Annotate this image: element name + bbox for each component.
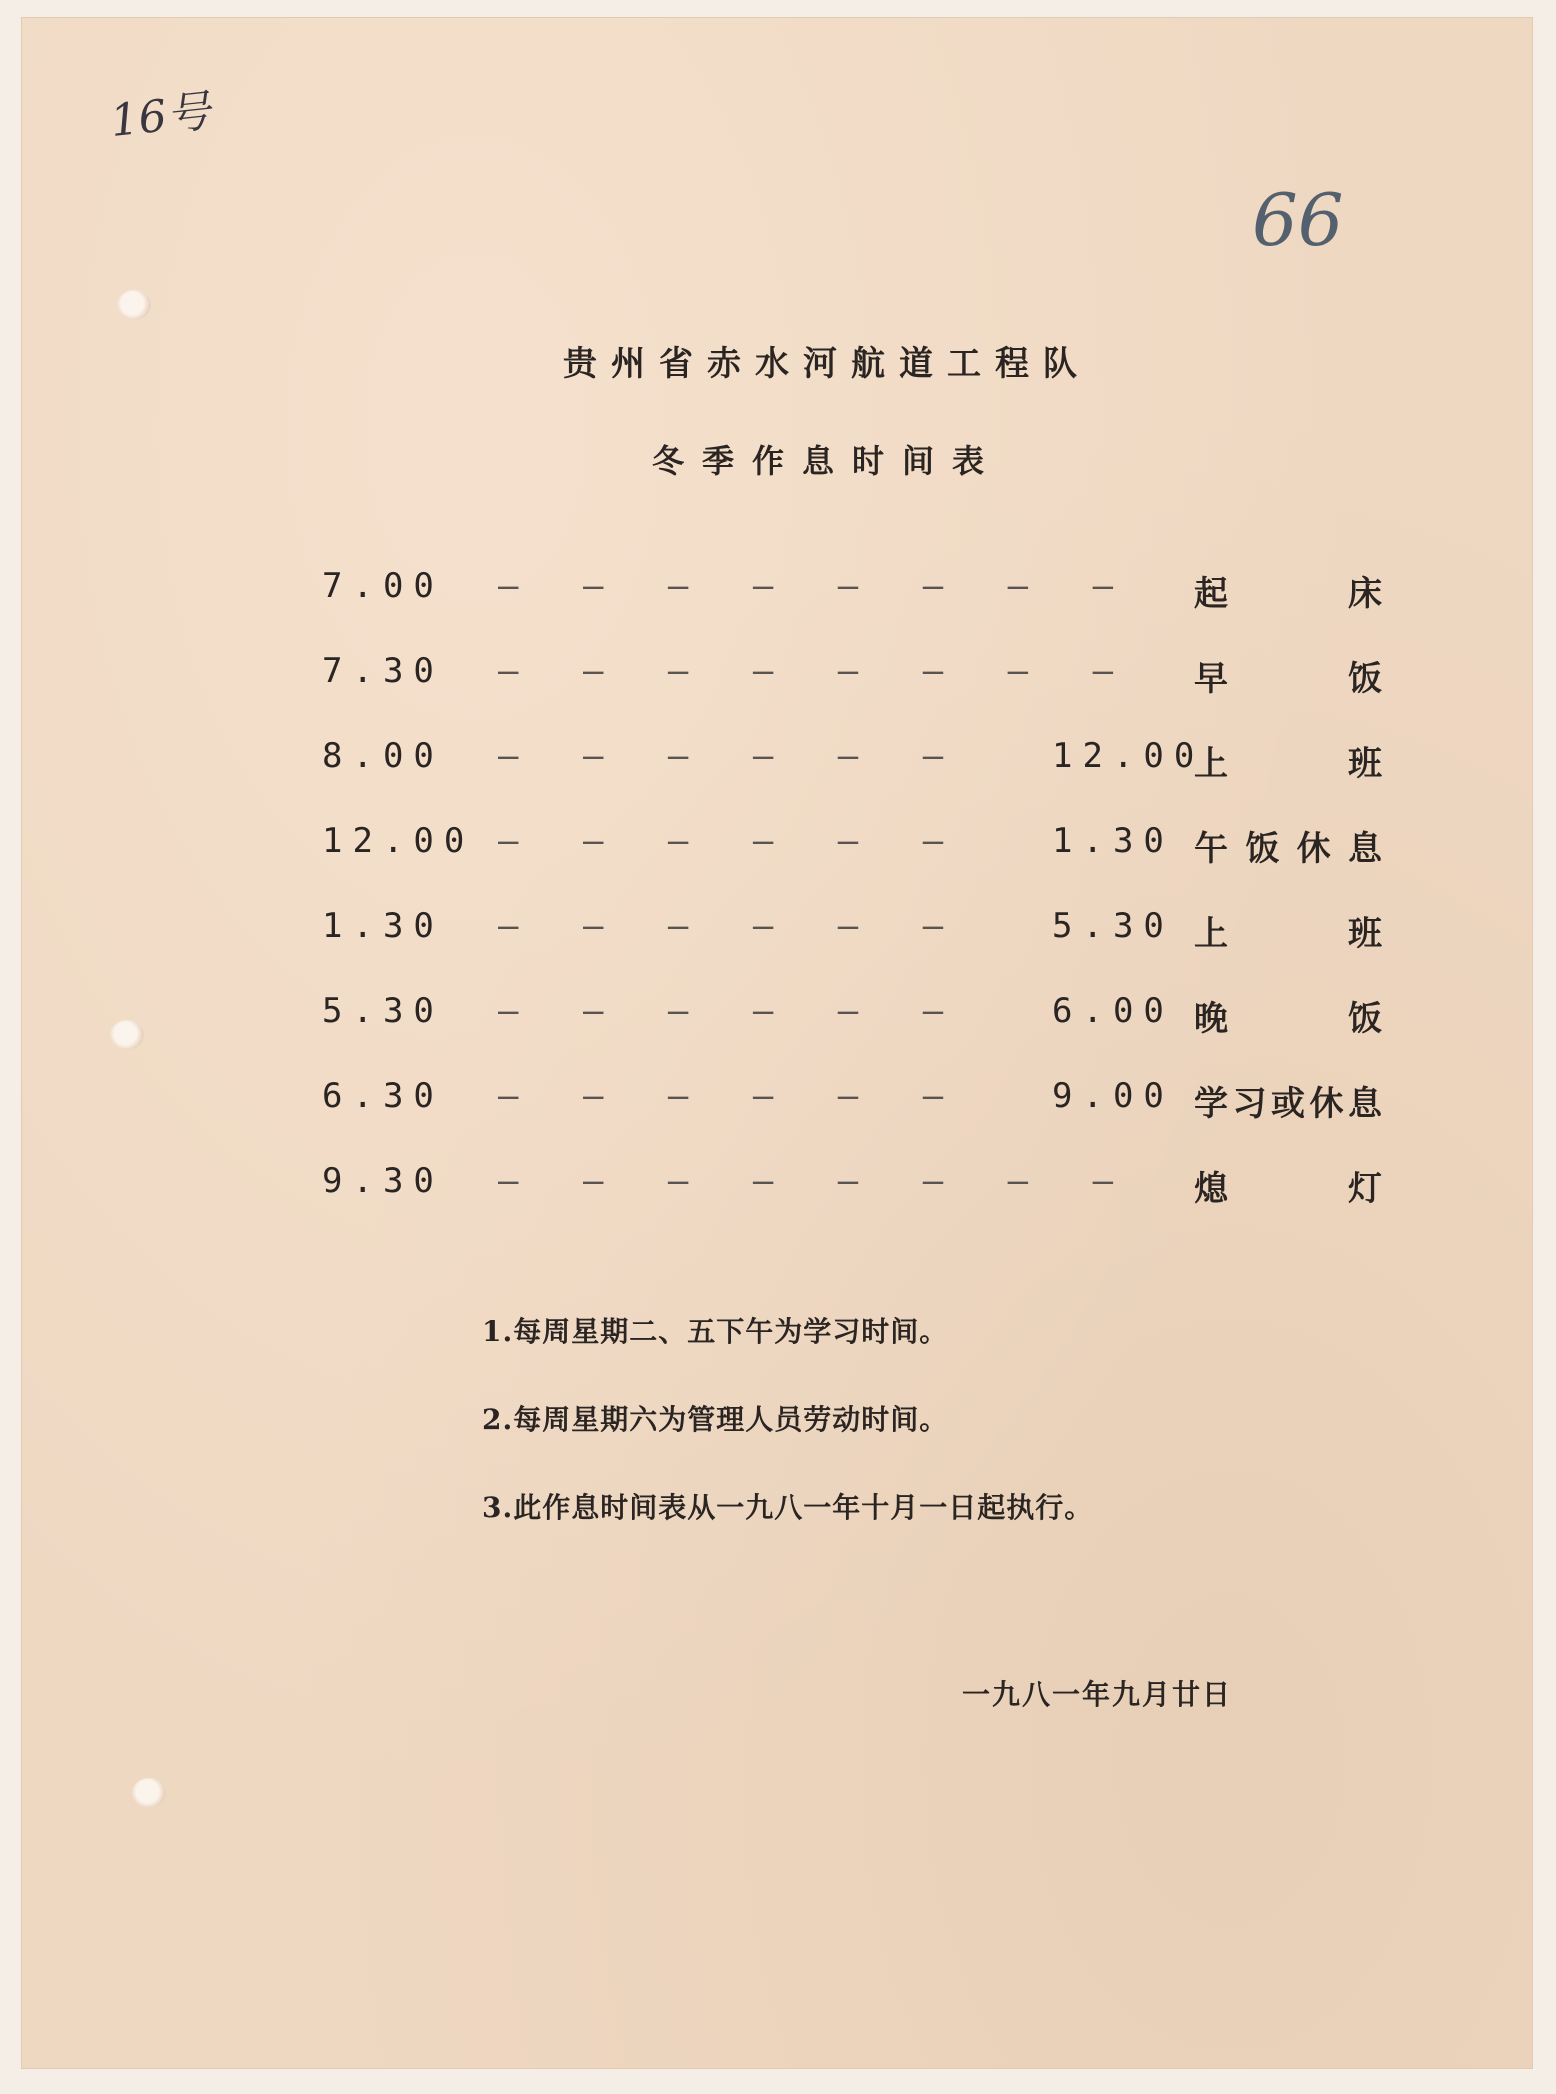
activity: 晚饭 (1194, 999, 1382, 1039)
dash-leader: — — — — — — — — (498, 566, 1136, 606)
note-item: 3.此作息时间表从一九八一年十月一日起执行。 (482, 1491, 1094, 1524)
note-item: 1.每周星期二、五下午为学习时间。 (482, 1315, 949, 1348)
end-time: 5.30 (1052, 906, 1174, 946)
note-item: 2.每周星期六为管理人员劳动时间。 (482, 1403, 949, 1436)
dash-leader: — — — — — — (498, 906, 966, 946)
activity: 学习或休息 (1194, 1084, 1382, 1124)
activity: 上班 (1194, 744, 1382, 784)
handwritten-folio-number: 66 (1252, 178, 1344, 262)
schedule-row (322, 801, 1382, 886)
activity: 起床 (1194, 574, 1382, 614)
start-time: 7.00 (322, 566, 444, 606)
activity: 熄灯 (1194, 1169, 1382, 1209)
punch-hole (117, 290, 151, 320)
punch-hole (110, 1020, 144, 1050)
activity: 上班 (1194, 914, 1382, 954)
document-page (22, 18, 1532, 2068)
schedule-row (322, 971, 1382, 1056)
activity: 午饭休息 (1194, 829, 1382, 869)
end-time: 1.30 (1052, 821, 1174, 861)
document-date: 一九八一年九月廿日 (962, 1678, 1233, 1711)
dash-leader: — — — — — — (498, 991, 966, 1031)
dash-leader: — — — — — — — — (498, 1161, 1136, 1201)
document-subtitle: 冬季作息时间表 (651, 442, 1002, 480)
schedule-row (322, 886, 1382, 971)
start-time: 1.30 (322, 906, 444, 946)
start-time: 8.00 (322, 736, 444, 776)
schedule-row (322, 1141, 1382, 1226)
dash-leader: — — — — — — (498, 821, 966, 861)
schedule-row (322, 716, 1382, 801)
dash-leader: — — — — — — — — (498, 651, 1136, 691)
start-time: 5.30 (322, 991, 444, 1031)
end-time: 6.00 (1052, 991, 1174, 1031)
dash-leader: — — — — — — (498, 736, 966, 776)
start-time: 7.30 (322, 651, 444, 691)
punch-hole (132, 1778, 166, 1808)
start-time: 12.00 (322, 821, 475, 861)
end-time: 12.00 (1052, 736, 1205, 776)
handwritten-page-number: 16号 (108, 85, 213, 148)
schedule-table (322, 546, 1382, 1226)
end-time: 9.00 (1052, 1076, 1174, 1116)
document-title: 贵州省赤水河航道工程队 (563, 344, 1091, 384)
schedule-row (322, 1056, 1382, 1141)
activity: 早饭 (1194, 659, 1382, 699)
dash-leader: — — — — — — (498, 1076, 966, 1116)
start-time: 6.30 (322, 1076, 444, 1116)
notes-list (482, 1288, 1093, 1552)
schedule-row (322, 546, 1382, 631)
schedule-row (322, 631, 1382, 716)
start-time: 9.30 (322, 1161, 444, 1201)
